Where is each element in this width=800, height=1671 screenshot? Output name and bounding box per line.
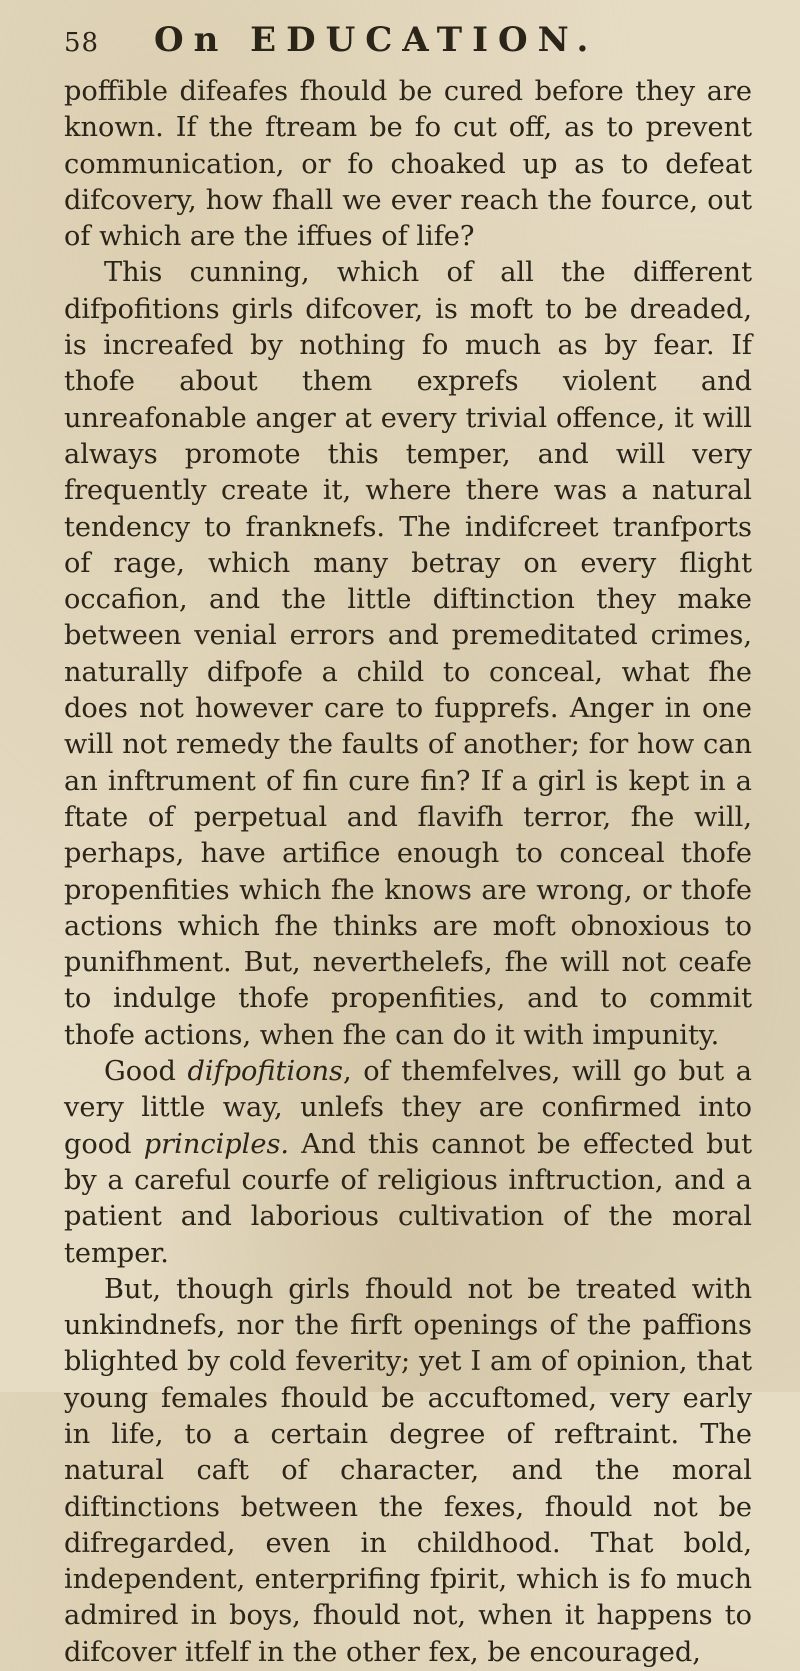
paragraph-3-text-after: And this cannot be effected but by a careful courfe of religious inftruction, and a patient and laborious cultivation of the moral temper. [64,1128,752,1269]
paragraph-4: But, though girls fhould not be treated with unkindnefs, nor the firft openings of the paffions blighted by cold feverity; yet I am of opinion, that young females fhould be accuftomed, very early in life, to a certain degree of reftraint. The natural caft of character, and the moral diftinctions between the fexes, fhould not be difregarded, even in childhood. That bold, independent, enterprifing fpirit, which is fo much admired in boys, fhould not, when it happens to difcover itfelf in the other fex, be encouraged, [64,1273,752,1668]
paragraph-1: poffible difeafes fhould be cured before they are known. If the ftream be fo cut off, as to prevent communication, or fo choaked up as to defeat difcovery, how fhall we ever reach the fource, out of which are the iffues of life? [64,76,752,253]
paragraph-3-italic-principles: principles. [143,1128,290,1160]
paragraph-2: This cunning, which of all the different difpofitions girls difcover, is moft to be dreaded, is increafed by nothing fo much as by fear. If thofe about them exprefs violent and unreafonable anger at every trivial offence, it will always promote this temper, and will very frequently create it, where there was a natural tendency to franknefs. The indifcreet tranfports of rage, which many betray on every flight occafion, and the little diftinction they make between venial errors and premeditated crimes, naturally difpofe a child to conceal, what fhe does not however care to fupprefs. Anger in one will not remedy the faults of another; for how can an inftrument of fin cure fin? If a girl is kept in a ftate of perpetual and flavifh terror, fhe will, perhaps, have artifice enough to conceal thofe propenfities which fhe knows are wrong, or thofe actions which fhe thinks are moft obnoxious to punifhment. But, neverthelefs, fhe will not ceafe to indulge thofe propenfities, and to commit thofe actions, when fhe can do it with impunity. [64,257,752,1051]
paragraph-3 [64,1054,752,1272]
paragraph-3-italic-dispositions: difpofitions [187,1056,343,1088]
paragraph-3-text-before: Good [104,1056,188,1088]
page-number: 58 [64,28,100,58]
body-text [64,74,752,1671]
running-title: On EDUCATION. [154,20,599,60]
running-head [64,20,752,70]
paragraph-3-text-middle: , of themfelves, will go but a very little way, unlefs they are confirmed into good [64,1056,752,1160]
